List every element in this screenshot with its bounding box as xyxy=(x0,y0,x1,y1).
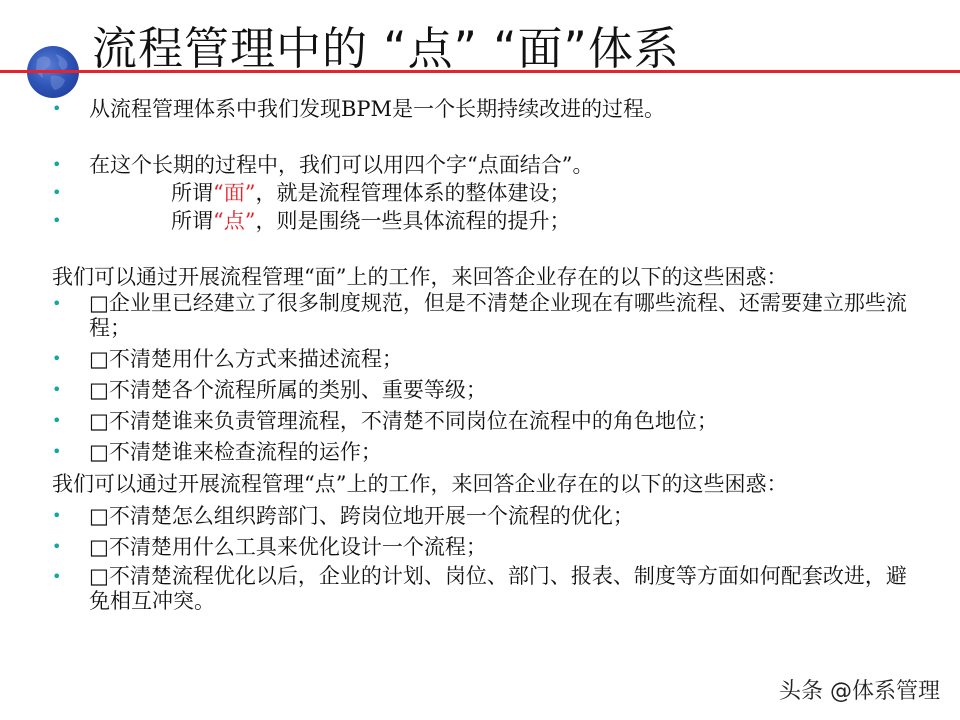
point-item-text: □不清楚用什么工具来优化设计一个流程； xyxy=(89,535,487,559)
bullet-dot-icon: • xyxy=(52,183,62,202)
bullet-line xyxy=(52,151,922,179)
bullet-text: 所谓“点”，则是围绕一些具体流程的提升； xyxy=(171,209,571,233)
highlight-face: “面” xyxy=(213,181,256,205)
bullet-text: 从流程管理体系中我们发现BPM是一个长期持续改进的过程。 xyxy=(89,97,666,121)
face-item-text: □企业里已经建立了很多制度规范，但是不清楚企业现在有哪些流程、还需要建立那些流程； xyxy=(89,291,907,340)
bullet-line xyxy=(52,207,922,235)
highlight-point: “点” xyxy=(213,209,256,233)
bullet-dot-icon: • xyxy=(52,537,62,556)
slide-body xyxy=(52,95,922,614)
face-item-text: □不清楚谁来负责管理流程，不清楚不同岗位在流程中的角色地位； xyxy=(89,409,718,433)
point-item xyxy=(52,564,922,614)
face-item xyxy=(52,407,922,435)
face-item xyxy=(52,376,922,404)
bullet-dot-icon: • xyxy=(52,349,62,368)
bullet-dot-icon: • xyxy=(52,506,62,525)
face-item xyxy=(52,438,922,466)
face-item-text: □不清楚谁来检查流程的运作； xyxy=(89,440,382,464)
bullet-dot-icon: • xyxy=(52,442,62,461)
bullet-line xyxy=(52,95,922,123)
bullet-dot-icon: • xyxy=(52,380,62,399)
bullet-dot-icon: • xyxy=(52,155,62,174)
face-intro: 我们可以通过开展流程管理“面”上的工作，来回答企业存在的以下的这些困惑： xyxy=(52,265,788,289)
bullet-text: 在这个长期的过程中，我们可以用四个字“点面结合”。 xyxy=(89,153,594,177)
bullet-dot-icon: • xyxy=(52,211,62,230)
bullet-dot-icon: • xyxy=(52,99,62,118)
face-item xyxy=(52,345,922,373)
point-item-text: □不清楚怎么组织跨部门、跨岗位地开展一个流程的优化； xyxy=(89,504,634,528)
bullet-dot-icon: • xyxy=(52,294,62,313)
point-item xyxy=(52,502,922,530)
point-item xyxy=(52,533,922,561)
page-title: 流程管理中的 “点” “面”体系 xyxy=(92,22,680,75)
bullet-dot-icon: • xyxy=(52,567,62,586)
bullet-line xyxy=(52,179,922,207)
face-item-text: □不清楚各个流程所属的类别、重要等级； xyxy=(89,378,487,402)
bullet-text: 所谓“面”，就是流程管理体系的整体建设； xyxy=(171,181,571,205)
bullet-dot-icon: • xyxy=(52,411,62,430)
point-intro: 我们可以通过开展流程管理“点”上的工作，来回答企业存在的以下的这些困惑： xyxy=(52,472,788,496)
face-item xyxy=(52,291,922,341)
watermark: 头条 @体系管理 xyxy=(779,679,940,704)
face-item-text: □不清楚用什么方式来描述流程； xyxy=(89,347,403,371)
point-item-text: □不清楚流程优化以后，企业的计划、岗位、部门、报表、制度等方面如何配套改进，避免相互冲突。 xyxy=(89,564,907,613)
